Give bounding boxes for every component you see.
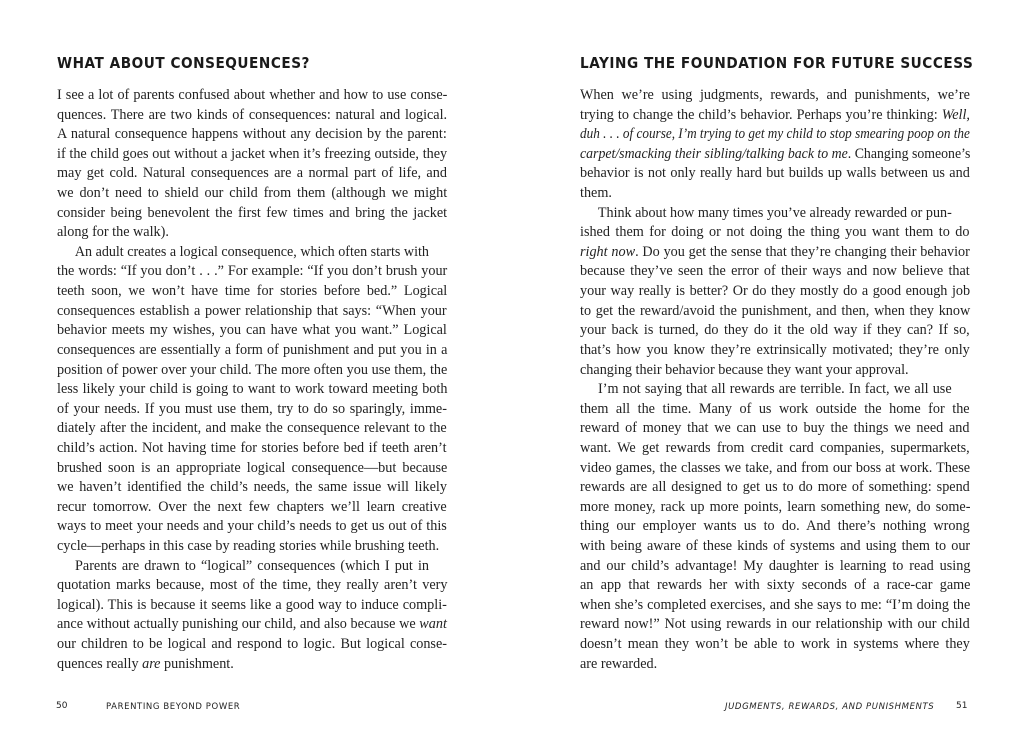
text-run: teeth soon, we won’t have time for stories before bed.” Logical xyxy=(57,283,448,300)
text-run: we haven’t identified the child’s needs, the same issue will likely xyxy=(57,479,447,496)
text-line xyxy=(580,262,970,282)
text-line xyxy=(580,635,970,655)
text-run: quences really xyxy=(57,655,143,672)
text-line xyxy=(57,341,447,361)
text-line xyxy=(57,576,447,596)
text-line xyxy=(57,557,447,577)
text-run: when she’s completed exercises, and she says to me: “I’m doing the xyxy=(580,596,971,613)
text-run: Think about how many times you’ve already rewarded or pun- xyxy=(597,204,952,221)
text-line xyxy=(580,223,970,243)
text-run: changing their behavior because they want your approval. xyxy=(580,361,909,378)
text-line xyxy=(57,361,447,381)
text-line xyxy=(57,204,447,224)
text-run: ance without actually punishing our child, and also because we xyxy=(57,616,420,633)
text-run: consider being benevolent the first few times and bring the jacket xyxy=(57,204,448,221)
text-run: doesn’t mean they won’t be able to work in systems where they xyxy=(580,636,970,653)
text-run: may get cold. Natural consequences are a normal part of life, and xyxy=(57,165,447,182)
text-line xyxy=(57,184,447,204)
text-run: them. xyxy=(580,185,612,202)
text-line xyxy=(580,576,970,596)
text-line xyxy=(580,184,970,204)
text-run: I’m not saying that all rewards are terrible. In fact, we all use xyxy=(598,381,952,398)
text-run: A natural consequence happens without any decision by the parent: xyxy=(57,126,447,143)
text-run: punishment. xyxy=(160,655,234,672)
text-run: of your needs. If you must use them, try to do so sparingly, imme- xyxy=(57,400,447,417)
text-line xyxy=(580,164,970,184)
italic-run: duh . . . of course, I’m trying to get my child to stop smearing poop on the xyxy=(580,126,970,143)
text-line xyxy=(57,655,447,675)
text-line xyxy=(580,125,970,145)
text-line xyxy=(580,302,970,322)
page-number: 51 xyxy=(956,701,968,711)
italic-run: carpet/smacking their sibling/talking back to me xyxy=(580,145,848,162)
text-line xyxy=(57,106,447,126)
text-run: thing our employer wants us to do. And there’s nothing wrong xyxy=(580,518,970,535)
text-line xyxy=(580,439,970,459)
text-line xyxy=(580,459,970,479)
text-run: and our child’s advantage! My daughter is learning to read using xyxy=(580,557,971,574)
text-run: brushed soon is an appropriate logical consequence—but because xyxy=(57,459,448,476)
text-line xyxy=(57,537,447,557)
section-heading: LAYING THE FOUNDATION FOR FUTURE SUCCESS xyxy=(580,54,974,72)
text-run: diately after the incident, and make the consequence relevant to the xyxy=(57,420,447,437)
text-line xyxy=(57,243,447,263)
text-line xyxy=(57,615,447,635)
text-line xyxy=(580,655,970,675)
text-line xyxy=(57,498,447,518)
text-line xyxy=(580,537,970,557)
text-run: the words: “If you don’t . . .” For example: “If you don’t brush your xyxy=(57,263,448,280)
text-line xyxy=(57,125,447,145)
italic-run: Well, xyxy=(941,106,970,123)
text-run: position of power over your child. The more often you use them, the xyxy=(57,361,448,378)
body-text xyxy=(580,86,970,674)
text-line xyxy=(57,321,447,341)
text-run: consequences are essentially a form of punishment and put you in a xyxy=(57,341,448,358)
italic-run: right now xyxy=(580,243,636,260)
text-line xyxy=(580,341,970,361)
text-line xyxy=(57,164,447,184)
text-run: more money, rack up more points, learn something new, do some- xyxy=(580,498,971,515)
right-page xyxy=(512,0,1024,745)
text-line xyxy=(580,498,970,518)
running-title: PARENTING BEYOND POWER xyxy=(106,702,241,712)
text-line xyxy=(57,380,447,400)
text-run: that’s how you know they’re extrinsically motivated; they’re only xyxy=(580,341,970,358)
section-heading: WHAT ABOUT CONSEQUENCES? xyxy=(57,54,310,72)
text-run: behavior is not only really hard but builds up walls between us and xyxy=(580,165,970,182)
text-line xyxy=(57,400,447,420)
text-run: if the child goes out without a jacket when it’s freezing outside, they xyxy=(57,145,448,162)
text-line xyxy=(580,282,970,302)
text-line xyxy=(57,439,447,459)
text-line xyxy=(580,86,970,106)
text-line xyxy=(580,478,970,498)
text-run: child’s action. Not having time for stories before bed if teeth aren’t xyxy=(57,439,447,456)
text-run: your back is turned, do they do it the old way if they can? If so, xyxy=(580,322,970,339)
text-line xyxy=(580,400,970,420)
text-run: because they’ve seen the error of their ways and now believe that xyxy=(580,263,970,280)
text-run: your way really is better? Or do they mostly do a good enough job xyxy=(580,283,971,300)
text-line xyxy=(580,106,970,126)
text-run: ways to meet your needs and your child’s needs to get us out of this xyxy=(57,518,447,535)
text-run: with being aware of these kinds of systems and using them to our xyxy=(580,538,971,555)
text-run: Parents are drawn to “logical” consequences (which I put in xyxy=(75,557,430,574)
text-line xyxy=(57,86,447,106)
text-run: An adult creates a logical consequence, which often starts with xyxy=(74,243,429,260)
text-run: along for the walk). xyxy=(57,224,169,241)
body-text xyxy=(57,86,447,674)
italic-run: are xyxy=(142,655,161,672)
text-line xyxy=(57,478,447,498)
text-line xyxy=(580,243,970,263)
text-line xyxy=(57,419,447,439)
text-line xyxy=(57,459,447,479)
text-line xyxy=(57,145,447,165)
text-line xyxy=(57,302,447,322)
text-line xyxy=(580,615,970,635)
text-run: behavior meets my wishes, you can have what you want.” Logical xyxy=(57,322,447,339)
text-line xyxy=(580,145,970,165)
text-run: . Changing someone’s xyxy=(847,145,971,162)
running-title: JUDGMENTS, REWARDS, AND PUNISHMENTS xyxy=(725,702,935,712)
text-run: less likely your child is going to want to work toward meeting both xyxy=(57,381,448,398)
text-run: consequences establish a power relationship that says: “When your xyxy=(57,302,447,319)
text-run: we don’t need to shield our child from them (although we might xyxy=(57,185,448,202)
text-run: quotation marks because, most of the time, they really aren’t very xyxy=(57,577,448,594)
text-run: When we’re using judgments, rewards, and punishments, we’re xyxy=(580,87,970,103)
text-run: quences. There are two kinds of consequences: natural and logical. xyxy=(57,106,448,123)
text-run: recur tomorrow. Over the next few chapters we’ll learn creative xyxy=(57,498,447,515)
text-line xyxy=(580,321,970,341)
text-run: want. We get rewards from credit card companies, supermarkets, xyxy=(580,439,970,456)
text-run: I see a lot of parents confused about whether and how to use conse- xyxy=(57,87,448,103)
text-run: trying to change the child’s behavior. Perhaps you’re thinking: xyxy=(580,106,942,123)
text-run: our children to be logical and respond to logic. But logical conse- xyxy=(57,636,447,653)
text-line xyxy=(57,262,447,282)
text-line xyxy=(57,282,447,302)
text-line xyxy=(57,635,447,655)
text-line xyxy=(580,557,970,577)
text-run: to get the reward/avoid the punishment, and then, when they know xyxy=(580,302,971,319)
text-run: them all the time. Many of us work outside the home for the xyxy=(580,400,970,417)
text-run: rewards are all designed to get us to do more of something: spend xyxy=(580,479,970,496)
text-line xyxy=(580,204,970,224)
italic-run: want xyxy=(419,616,447,633)
text-line xyxy=(57,517,447,537)
text-run: ished them for doing or not doing the thing you want them to do xyxy=(580,224,970,241)
text-line xyxy=(57,596,447,616)
text-run: reward of money that we can use to buy the things we need and xyxy=(580,420,970,437)
text-run: cycle—perhaps in this case by reading stories while brushing teeth. xyxy=(57,538,440,555)
text-run: video games, the classes we take, and from our boss at work. These xyxy=(580,459,971,476)
text-line xyxy=(580,361,970,381)
text-run: . Do you get the sense that they’re changing their behavior xyxy=(635,243,970,260)
text-run: are rewarded. xyxy=(580,655,658,672)
text-line xyxy=(580,380,970,400)
text-run: an app that rewards her with sixty seconds of a race-car game xyxy=(580,577,971,594)
text-line xyxy=(580,596,970,616)
text-line xyxy=(580,419,970,439)
text-line xyxy=(57,223,447,243)
text-line xyxy=(580,517,970,537)
text-run: reward now!” Not using rewards in our relationship with our child xyxy=(580,616,970,633)
text-run: logical). This is because it seems like a good way to induce compli- xyxy=(57,596,447,613)
page-number: 50 xyxy=(56,701,68,711)
